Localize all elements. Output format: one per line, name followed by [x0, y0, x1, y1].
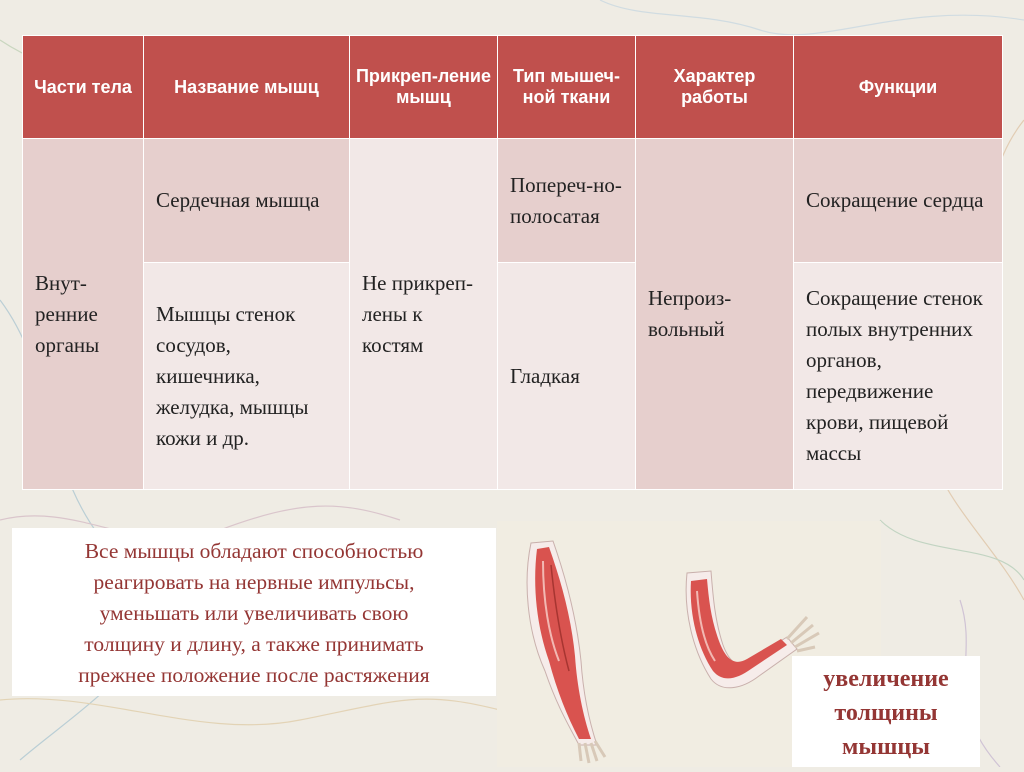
- table-row: [23, 139, 1003, 263]
- cell-tissue-type: Попереч-но-полосатая: [498, 139, 636, 263]
- straight-arm-image: [527, 541, 605, 763]
- cell-muscle-name: Сердечная мышца: [144, 139, 350, 263]
- cell-body-part: Внут-ренние органы: [23, 139, 144, 490]
- caption-line: увеличение: [823, 666, 949, 692]
- muscle-properties-note: [12, 528, 496, 696]
- header-work-type: Характер работы: [636, 36, 794, 139]
- note-line: толщину и длину, а также принимать: [84, 632, 424, 656]
- note-line: реагировать на нервные импульсы,: [93, 570, 415, 594]
- table-header-row: [23, 36, 1003, 139]
- cell-muscle-name: Мышцы стенок сосудов, кишечника, желудка, мышцы кожи и др.: [144, 263, 350, 490]
- header-body-parts: Части тела: [23, 36, 144, 139]
- note-line: прежнее положение после растяжения: [78, 663, 430, 687]
- header-functions: Функции: [794, 36, 1003, 139]
- cell-attachment: Не прикреп-лены к костям: [350, 139, 498, 490]
- note-line: Все мышцы обладают способностью: [84, 539, 424, 563]
- caption-line: мышцы: [842, 734, 930, 760]
- cell-function: Сокращение стенок полых внутренних органов, передвижение крови, пищевой массы: [794, 263, 1003, 490]
- header-tissue-type: Тип мышеч-ной ткани: [498, 36, 636, 139]
- muscles-table: [22, 35, 1003, 490]
- cell-tissue-type: Гладкая: [498, 263, 636, 490]
- header-muscle-name: Название мышц: [144, 36, 350, 139]
- table-row: [23, 263, 1003, 490]
- header-attachment: Прикреп-ление мышц: [350, 36, 498, 139]
- cell-work-type: Непроиз-вольный: [636, 139, 794, 490]
- caption-line: толщины: [834, 700, 938, 726]
- cell-function: Сокращение сердца: [794, 139, 1003, 263]
- thickness-caption: [792, 656, 980, 767]
- note-line: уменьшать или увеличивать свою: [99, 601, 409, 625]
